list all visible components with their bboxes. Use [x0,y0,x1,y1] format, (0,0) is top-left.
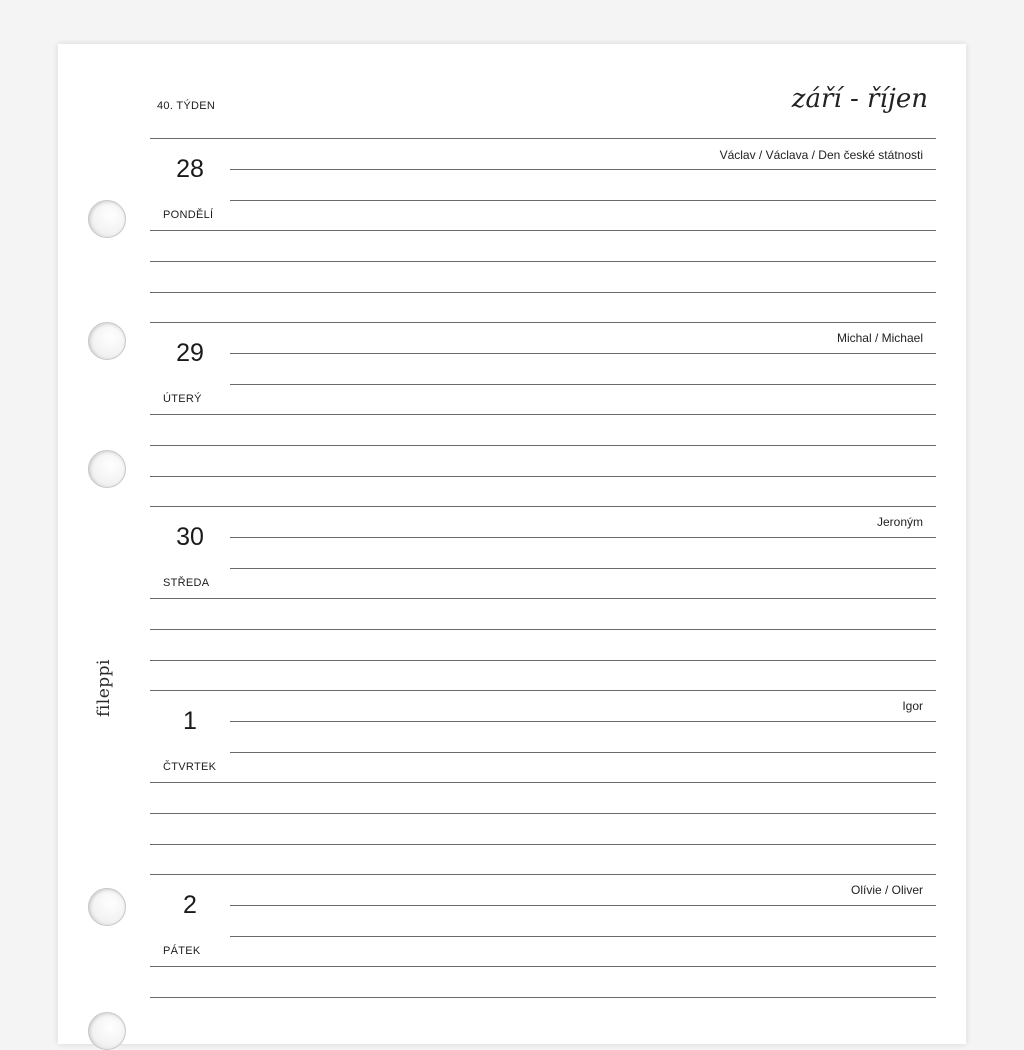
day-divider [150,322,936,323]
punch-hole [88,450,126,488]
day-nameday: Jeroným [876,515,923,529]
day-number: 30 [176,523,204,551]
ruled-line [230,752,936,753]
ruled-line [150,414,936,415]
day-weekday: ČTVRTEK [163,761,217,773]
day-nameday: Václav / Václava / Den české státnosti [719,148,923,162]
ruled-line [150,230,936,231]
punch-hole [88,888,126,926]
ruled-line [150,476,936,477]
ruled-line [230,936,936,937]
punch-hole [88,1012,126,1050]
ruled-line [150,997,936,998]
day-weekday: ÚTERÝ [163,393,202,405]
ruled-line [230,169,936,170]
ruled-line [150,445,936,446]
week-label: 40. TÝDEN [157,100,216,112]
day-number: 29 [176,339,204,367]
day-divider [150,690,936,691]
day-divider [150,506,936,507]
ruled-line [150,598,936,599]
day-nameday: Michal / Michael [836,331,923,345]
day-nameday: Olívie / Oliver [850,883,923,897]
ruled-line [150,629,936,630]
month-range: září - říjen [791,84,928,114]
punch-hole [88,322,126,360]
punch-hole [88,200,126,238]
ruled-line [150,261,936,262]
day-number: 28 [176,155,204,183]
ruled-line [230,200,936,201]
day-weekday: PÁTEK [163,945,201,957]
day-weekday: PONDĚLÍ [163,209,214,221]
ruled-line [230,721,936,722]
ruled-line [150,966,936,967]
header-rule [150,138,936,139]
brand-logo: fileppi [94,659,114,717]
ruled-line [150,844,936,845]
ruled-line [230,568,936,569]
ruled-line [150,782,936,783]
day-nameday: Igor [902,699,923,713]
day-weekday: STŘEDA [163,577,210,589]
ruled-line [150,813,936,814]
ruled-line [230,384,936,385]
ruled-line [230,537,936,538]
day-number: 1 [183,707,197,735]
ruled-line [230,353,936,354]
day-number: 2 [183,891,197,919]
day-divider [150,874,936,875]
ruled-line [150,660,936,661]
ruled-line [150,292,936,293]
ruled-line [230,905,936,906]
